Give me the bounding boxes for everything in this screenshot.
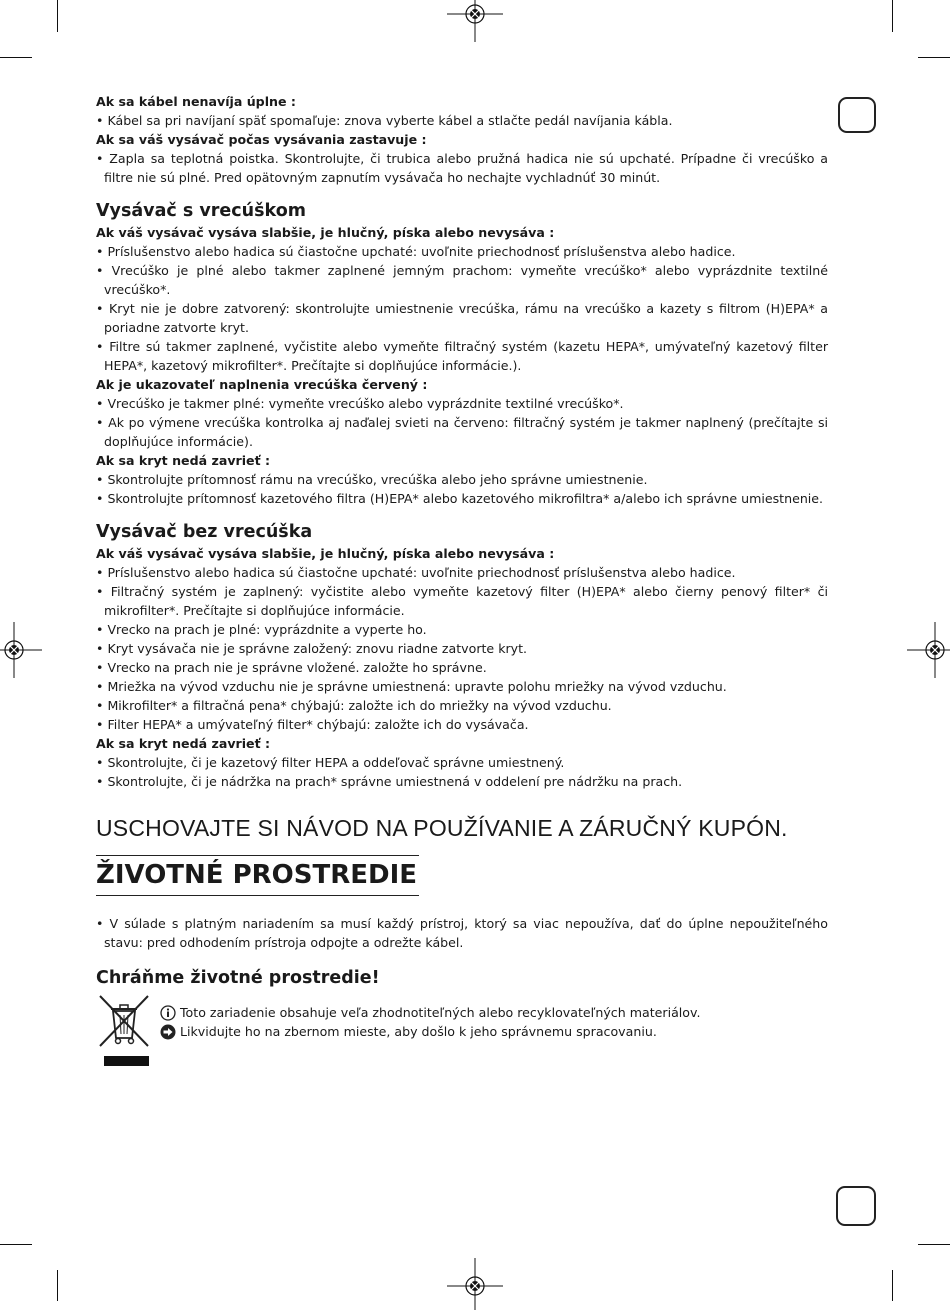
list-item: • Príslušenstvo alebo hadica sú čiastočne upchaté: uvoľnite priechodnosť príslušenstva alebo hadice. xyxy=(96,563,828,582)
list-item: • Kryt vysávača nie je správne založený: znovu riadne zatvorte kryt. xyxy=(96,639,828,658)
list-item: • Zapla sa teplotná poistka. Skontrolujte, či trubica alebo pružná hadica nie sú upchaté. Prípadne či vrecúško a filtre nie sú plné. Pred opätovným zapnutím vysávača ho nechajte vychladnúť 30 minút. xyxy=(96,149,828,187)
crop-mark xyxy=(57,0,58,32)
info-text: Toto zariadenie obsahuje veľa zhodnotiteľných alebo recyklovateľných materiálov. xyxy=(180,1005,701,1020)
page-tab-top xyxy=(838,97,876,133)
question-heading: Ak váš vysávač vysáva slabšie, je hlučný, píska alebo nevysáva : xyxy=(96,225,555,240)
list-item: • Vrecúško je takmer plné: vymeňte vrecúško alebo vyprázdnite textilné vrecúško*. xyxy=(96,394,828,413)
list-item: • Príslušenstvo alebo hadica sú čiastočne upchaté: uvoľnite priechodnosť príslušenstva alebo hadice. xyxy=(96,242,828,261)
list-item: • Vrecko na prach nie je správne vložené. založte ho správne. xyxy=(96,658,828,677)
registration-mark-icon xyxy=(447,0,503,42)
crossed-out-wheelie-bin-icon xyxy=(96,994,154,1068)
registration-mark-icon xyxy=(907,622,950,678)
list-item: • Mriežka na vývod vzduchu nie je správne umiestnená: upravte polohu mriežky na vývod vzduchu. xyxy=(96,677,828,696)
list-item: • Skontrolujte, či je kazetový filter HEPA a oddeľovač správne umiestnený. xyxy=(96,753,828,772)
list-item: • V súlade s platným nariadením sa musí každý prístroj, ktorý sa viac nepoužíva, dať do úplne nepoužiteľného stavu: pred odhodením prístroja odpojte a odrežte kábel. xyxy=(96,914,828,952)
list-item: • Mikrofilter* a filtračná pena* chýbajú: založte ich do mriežky na vývod vzduchu. xyxy=(96,696,828,715)
list-item: • Skontrolujte prítomnosť rámu na vrecúško, vrecúška alebo jeho správne umiestnenie. xyxy=(96,470,828,489)
arrow-text: Likvidujte ho na zbernom mieste, aby došlo k jeho správnemu spracovaniu. xyxy=(180,1024,657,1039)
list-item: • Filtre sú takmer zaplnené, vyčistite alebo vymeňte filtračný systém (kazetu HEPA*, umývateľný kazetový filter HEPA*, kazetový mikrofilter*. Prečítajte si doplňujúce informácie.). xyxy=(96,337,828,375)
info-circle-icon xyxy=(160,1005,176,1021)
environment-title: ŽIVOTNÉ PROSTREDIE xyxy=(96,855,419,896)
crop-mark xyxy=(57,1270,58,1301)
question-heading: Ak sa váš vysávač počas vysávania zastavuje : xyxy=(96,132,427,147)
list-item: • Ak po výmene vrecúška kontrolka aj naďalej svieti na červeno: filtračný systém je takmer naplnený (prečítajte si doplňujúce informácie). xyxy=(96,413,828,451)
crop-mark xyxy=(892,0,893,32)
list-item: • Kryt nie je dobre zatvorený: skontrolujte umiestnenie vrecúška, rámu na vrecúško a kazety s filtrom (H)EPA* a poriadne zatvorte kryt. xyxy=(96,299,828,337)
list-item: • Kábel sa pri navíjaní späť spomaľuje: znova vyberte kábel a stlačte pedál navíjania kábla. xyxy=(96,111,828,130)
recycling-info xyxy=(96,994,828,1070)
crop-mark xyxy=(918,1244,950,1245)
crop-mark xyxy=(0,57,32,58)
arrow-circle-icon xyxy=(160,1024,176,1040)
list-item: • Skontrolujte prítomnosť kazetového filtra (H)EPA* alebo kazetového mikrofiltra* a/alebo ich správne umiestnenie. xyxy=(96,489,828,508)
question-heading: Ak sa kryt nedá zavrieť : xyxy=(96,736,271,751)
registration-mark-icon xyxy=(0,622,42,678)
registration-mark-icon xyxy=(447,1258,503,1314)
list-item: • Vrecúško je plné alebo takmer zaplnené jemným prachom: vymeňte vrecúško* alebo vyprázdnite textilné vrecúško*. xyxy=(96,261,828,299)
question-heading: Ak váš vysávač vysáva slabšie, je hlučný, píska alebo nevysáva : xyxy=(96,546,555,561)
list-item: • Vrecko na prach je plné: vyprázdnite a vyperte ho. xyxy=(96,620,828,639)
section-title-bagless: Vysávač bez vrecúška xyxy=(96,522,313,542)
question-heading: Ak sa kábel nenavíja úplne : xyxy=(96,94,296,109)
page-tab-bottom xyxy=(836,1186,876,1226)
document-body xyxy=(96,92,828,1070)
crop-mark xyxy=(0,1244,32,1245)
crop-mark xyxy=(918,57,950,58)
arrow-line xyxy=(160,1022,700,1041)
protect-environment-title: Chráňme životné prostredie! xyxy=(96,968,380,988)
list-item: • Skontrolujte, či je nádržka na prach* správne umiestnená v oddelení pre nádržku na prach. xyxy=(96,772,828,791)
crop-mark xyxy=(892,1270,893,1301)
list-item: • Filter HEPA* a umývateľný filter* chýbajú: založte ich do vysávača. xyxy=(96,715,828,734)
keep-manual-notice: USCHOVAJTE SI NÁVOD NA POUŽÍVANIE A ZÁRUČNÝ KUPÓN. xyxy=(96,815,788,841)
list-item: • Filtračný systém je zaplnený: vyčistite alebo vymeňte kazetový filter (H)EPA* alebo čierny penový filter* či mikrofilter*. Prečítajte si doplňujúce informácie. xyxy=(96,582,828,620)
question-heading: Ak sa kryt nedá zavrieť : xyxy=(96,453,271,468)
question-heading: Ak je ukazovateľ naplnenia vrecúška červený : xyxy=(96,377,428,392)
info-line xyxy=(160,1003,700,1022)
section-title-bag: Vysávač s vrecúškom xyxy=(96,201,306,221)
